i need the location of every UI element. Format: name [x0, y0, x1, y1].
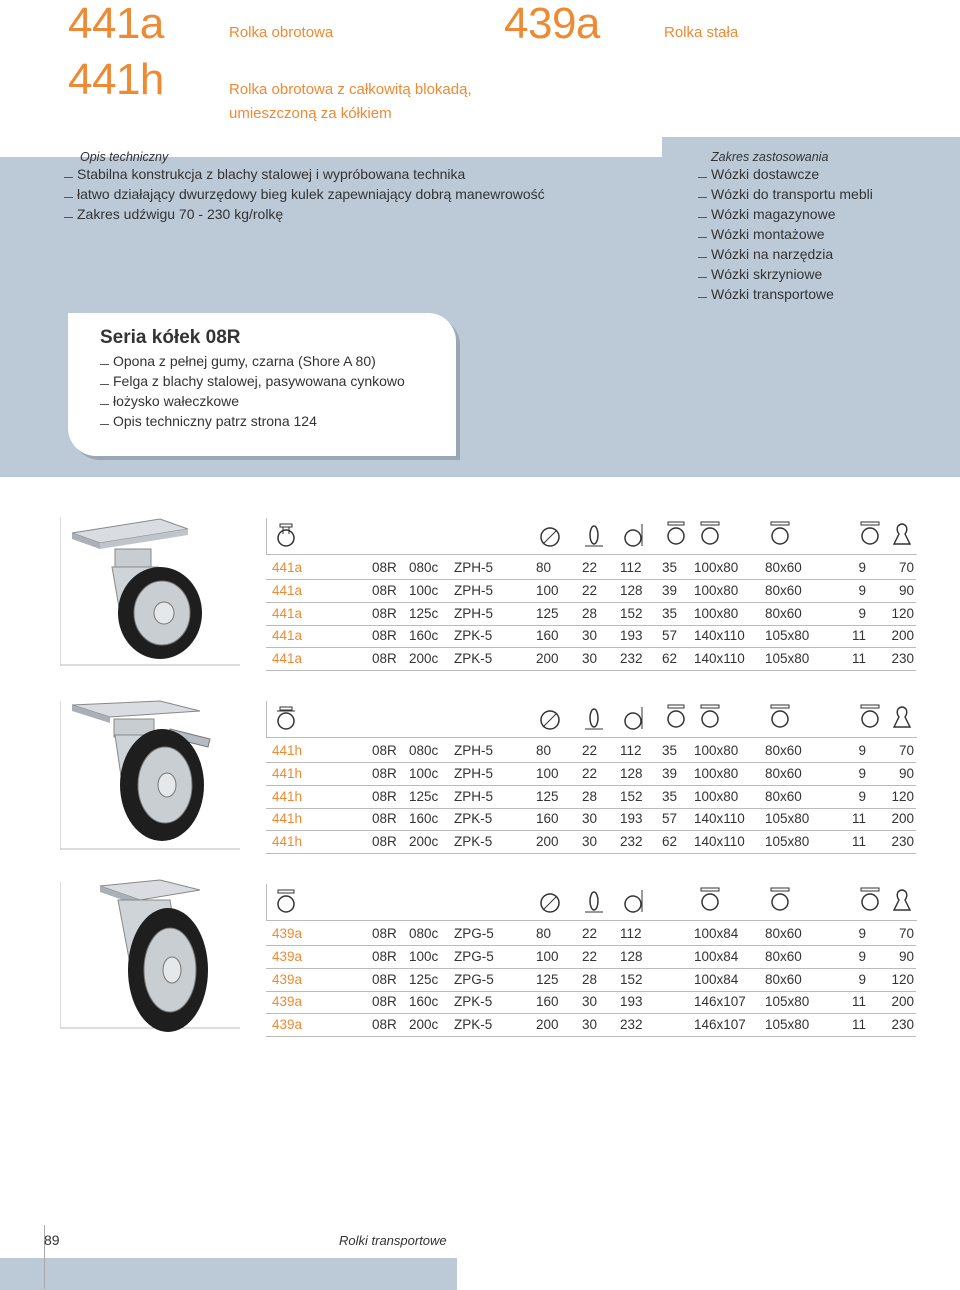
table-cell: ZPK-5 [454, 994, 493, 1010]
table-cell: 11 [851, 834, 866, 850]
table-cell: 30 [582, 834, 598, 850]
table-cell: 100c [409, 582, 439, 598]
table-cell: 22 [582, 765, 598, 781]
page-number: 89 [44, 1232, 60, 1248]
table-cell: 22 [582, 582, 598, 598]
table-cell: 200 [891, 811, 914, 827]
table-cell: 100x84 [694, 971, 739, 987]
icon-header-441h [266, 701, 917, 738]
table-cell: 57 [662, 811, 678, 827]
table-cell: ZPH-5 [454, 560, 494, 575]
table-cell: 80x60 [765, 788, 802, 804]
cell-model: 441h [272, 788, 303, 804]
table-cell: ZPH-5 [454, 765, 494, 781]
swivel-caster-icon [275, 522, 297, 548]
plate-size-icon [699, 886, 721, 912]
table-cell: 105x80 [765, 811, 810, 827]
bolt-spacing-icon [769, 886, 791, 912]
table-cell: ZPK-5 [454, 834, 493, 850]
table-cell: 112 [620, 926, 642, 941]
table-row [266, 603, 916, 626]
table-cell: 128 [620, 765, 643, 781]
wheel-diameter-icon [539, 524, 561, 550]
table-cell: 28 [582, 971, 598, 987]
model-441a-desc: Rolka obrotowa [229, 24, 334, 41]
wheel-diameter-icon [539, 890, 561, 916]
table-cell: 35 [662, 743, 678, 758]
table-cell: 200 [536, 834, 559, 850]
bolt-hole-icon [859, 520, 881, 546]
cell-model: 439a [272, 994, 303, 1010]
table-cell: 080c [409, 926, 439, 941]
table-cell: 200 [536, 651, 559, 667]
table-cell: 80x60 [765, 765, 802, 781]
table-cell: 08R [372, 651, 397, 667]
table-cell: ZPK-5 [454, 651, 493, 667]
table-cell: 200c [409, 651, 439, 667]
wheel-diameter-icon [539, 707, 561, 733]
table-cell: 100x84 [694, 948, 739, 964]
table-row [266, 740, 916, 763]
table-cell: 160c [409, 994, 439, 1010]
table-row [266, 946, 916, 969]
bolt-hole-icon [859, 703, 881, 729]
cell-model: 441h [272, 743, 303, 758]
applications [698, 150, 948, 304]
table-cell: 9 [858, 948, 866, 964]
series-item: Opis techniczny patrz strona 124 [100, 411, 405, 431]
table-cell: 105x80 [765, 994, 810, 1010]
table-cell: 100 [536, 582, 559, 598]
table-row [266, 648, 916, 671]
table-cell: 90 [898, 765, 914, 781]
table-cell: 9 [858, 971, 866, 987]
cell-model: 439a [272, 1017, 303, 1033]
table-cell: ZPG-5 [454, 948, 494, 964]
table-cell: 62 [662, 834, 678, 850]
table-cell: 08R [372, 765, 397, 781]
model-441a-title: 441a [68, 0, 164, 48]
table-cell: 30 [582, 651, 598, 667]
table-cell: 80x60 [765, 971, 802, 987]
model-441h-title: 441h [68, 55, 164, 104]
table-cell: 160 [536, 994, 559, 1010]
table-cell: 105x80 [765, 628, 810, 644]
table-cell: 125c [409, 971, 439, 987]
table-cell: 9 [858, 560, 866, 575]
table-cell: 100x80 [694, 560, 739, 575]
model-441h-desc-1: Rolka obrotowa z całkowitą blokadą, [229, 81, 472, 98]
series-item: Opona z pełnej gumy, czarna (Shore A 80) [100, 351, 405, 371]
table-cell: 08R [372, 926, 397, 941]
table-cell: 35 [662, 605, 678, 621]
table-cell: 70 [898, 560, 914, 575]
table-cell: 08R [372, 994, 397, 1010]
table-cell: 70 [898, 743, 914, 758]
table-cell: 80x60 [765, 605, 802, 621]
table-cell: 9 [858, 926, 866, 941]
fixed-caster-icon [275, 888, 297, 914]
table-cell: 30 [582, 628, 598, 644]
table-cell: 160 [536, 811, 559, 827]
model-441h-desc-2: umieszczoną za kółkiem [229, 105, 392, 122]
table-cell: 160 [536, 628, 559, 644]
application-item: Wózki transportowe [698, 284, 948, 304]
table-cell: 39 [662, 582, 678, 598]
table-cell: 70 [898, 926, 914, 941]
table-cell: ZPH-5 [454, 743, 494, 758]
offset-icon [665, 520, 687, 546]
table-cell: 140x110 [694, 811, 745, 827]
table-cell: 35 [662, 560, 678, 575]
table-row [266, 831, 916, 854]
table-cell: 08R [372, 834, 397, 850]
series-item: łożysko wałeczkowe [100, 391, 405, 411]
table-cell: 193 [620, 628, 643, 644]
overall-height-icon [623, 705, 645, 731]
table-cell: 100x80 [694, 743, 739, 758]
table-cell: 100 [536, 948, 559, 964]
table-cell: 125 [536, 971, 559, 987]
cell-model: 441a [272, 582, 303, 598]
tech-item: Stabilna konstrukcja z blachy stalowej i wypróbowana technika [64, 164, 654, 184]
table-cell: 100x80 [694, 582, 739, 598]
application-item: Wózki na narzędzia [698, 244, 948, 264]
table-cell: 232 [620, 651, 643, 667]
table-cell: 9 [858, 582, 866, 598]
table-cell: 9 [858, 765, 866, 781]
table-row [266, 923, 916, 946]
cell-model: 439a [272, 926, 303, 941]
table-cell: ZPK-5 [454, 628, 493, 644]
table-cell: 120 [891, 605, 914, 621]
table-cell: 22 [582, 926, 598, 941]
table-cell: 11 [851, 811, 866, 827]
table-cell: 128 [620, 948, 643, 964]
table-cell: 100x80 [694, 765, 739, 781]
table-cell: ZPK-5 [454, 811, 493, 827]
table-cell: 125 [536, 605, 559, 621]
table-cell: 160c [409, 628, 439, 644]
table-cell: 152 [620, 971, 643, 987]
application-item: Wózki montażowe [698, 224, 948, 244]
table-cell: 30 [582, 994, 598, 1010]
table-cell: 230 [891, 1017, 914, 1033]
table-cell: 140x110 [694, 834, 745, 850]
plate-size-icon [699, 703, 721, 729]
table-cell: 120 [891, 788, 914, 804]
cell-model: 441a [272, 605, 303, 621]
table-cell: 152 [620, 788, 643, 804]
caster-439a-image [60, 878, 245, 1038]
total-lock-caster-icon [275, 705, 297, 731]
table-row [266, 763, 916, 786]
table-cell: 08R [372, 788, 397, 804]
caster-441h-image [60, 699, 245, 854]
table-cell: 125 [536, 788, 559, 804]
cell-model: 441h [272, 765, 303, 781]
table-cell: 08R [372, 1017, 397, 1033]
table-cell: 105x80 [765, 651, 810, 667]
table-cell: 100x84 [694, 926, 739, 941]
table-cell: 80 [536, 926, 552, 941]
table-cell: 11 [851, 628, 866, 644]
table-cell: 39 [662, 765, 678, 781]
table-cell: 200 [891, 994, 914, 1010]
table-cell: 22 [582, 560, 598, 575]
caster-441a-image [60, 515, 245, 670]
table-cell: 100c [409, 948, 439, 964]
table-cell: 9 [858, 788, 866, 804]
table-cell: 08R [372, 948, 397, 964]
table-cell: 152 [620, 605, 643, 621]
table-cell: ZPH-5 [454, 582, 494, 598]
table-cell: 08R [372, 628, 397, 644]
table-cell: ZPH-5 [454, 788, 494, 804]
cell-model: 441a [272, 628, 303, 644]
table-cell: 80x60 [765, 926, 802, 941]
model-439a-title: 439a [504, 0, 600, 48]
table-cell: 11 [851, 651, 866, 667]
table-cell: 232 [620, 1017, 643, 1033]
tech-item: Zakres udźwigu 70 - 230 kg/rolkę [64, 204, 654, 224]
table-cell: 30 [582, 811, 598, 827]
table-row [266, 1014, 916, 1037]
load-capacity-icon [891, 522, 913, 548]
footer-bar [0, 1258, 457, 1290]
table-cell: 08R [372, 605, 397, 621]
table-cell: 105x80 [765, 834, 810, 850]
table-row [266, 625, 916, 648]
table-cell: 08R [372, 971, 397, 987]
table-row [266, 991, 916, 1014]
table-cell: 9 [858, 605, 866, 621]
table-cell: 232 [620, 834, 643, 850]
table-cell: ZPH-5 [454, 605, 494, 621]
table-cell: 30 [582, 1017, 598, 1033]
table-cell: 160c [409, 811, 439, 827]
application-item: Wózki do transportu mebli [698, 184, 948, 204]
footer-title: Rolki transportowe [339, 1233, 447, 1248]
table-row [266, 808, 916, 831]
table-cell: 193 [620, 994, 643, 1010]
table-cell: 9 [858, 743, 866, 758]
wheel-width-icon [583, 888, 605, 914]
table-cell: 90 [898, 948, 914, 964]
table-cell: 230 [891, 651, 914, 667]
table-cell: 08R [372, 811, 397, 827]
table-cell: ZPK-5 [454, 1017, 493, 1033]
table-cell: 62 [662, 651, 678, 667]
table-cell: 200c [409, 1017, 439, 1033]
icon-header-441a [266, 518, 917, 555]
tech-description [64, 150, 654, 224]
table-cell: ZPG-5 [454, 971, 494, 987]
overall-height-icon [623, 522, 645, 548]
table-cell: 11 [851, 994, 866, 1010]
table-cell: 22 [582, 948, 598, 964]
table-cell: 120 [891, 971, 914, 987]
load-capacity-icon [891, 888, 913, 914]
table-cell: 100 [536, 765, 559, 781]
bolt-spacing-icon [769, 520, 791, 546]
table-cell: 100x80 [694, 605, 739, 621]
table-cell: 193 [620, 811, 643, 827]
table-cell: 146x107 [694, 1017, 746, 1033]
table-cell: 28 [582, 605, 598, 621]
cell-model: 441h [272, 811, 303, 827]
table-cell: ZPG-5 [454, 926, 494, 941]
table-cell: 22 [582, 743, 598, 758]
tech-title: Opis techniczny [80, 150, 169, 164]
table-cell: 28 [582, 788, 598, 804]
table-cell: 140x110 [694, 628, 745, 644]
application-item: Wózki magazynowe [698, 204, 948, 224]
table-cell: 80x60 [765, 560, 802, 575]
table-cell: 105x80 [765, 1017, 810, 1033]
bolt-spacing-icon [769, 703, 791, 729]
table-cell: 128 [620, 582, 643, 598]
table-cell: 146x107 [694, 994, 746, 1010]
table-cell: 08R [372, 743, 397, 758]
tech-item: łatwo działający dwurzędowy bieg kulek zapewniający dobrą manewrowość [64, 184, 654, 204]
table-cell: 80 [536, 560, 552, 575]
table-cell: 80 [536, 743, 552, 758]
table-row [266, 786, 916, 809]
table-cell: 080c [409, 743, 439, 758]
wheel-width-icon [583, 522, 605, 548]
overall-height-icon [623, 888, 645, 914]
table-cell: 35 [662, 788, 678, 804]
table-cell: 80x60 [765, 948, 802, 964]
series-item: Felga z blachy stalowej, pasywowana cynkowo [100, 371, 405, 391]
table-cell: 08R [372, 582, 397, 598]
series-title: Seria kółek 08R [100, 327, 241, 348]
application-item: Wózki dostawcze [698, 164, 948, 184]
table-cell: 080c [409, 560, 439, 575]
table-cell: 90 [898, 582, 914, 598]
table-cell: 80x60 [765, 582, 802, 598]
table-cell: 11 [851, 1017, 866, 1033]
icon-header-439a [266, 884, 917, 921]
series-box [68, 313, 456, 456]
table-cell: 112 [620, 560, 642, 575]
cell-model: 439a [272, 948, 303, 964]
table-cell: 230 [891, 834, 914, 850]
table-row [266, 557, 916, 580]
table-cell: 140x110 [694, 651, 745, 667]
table-cell: 08R [372, 560, 397, 575]
table-cell: 125c [409, 788, 439, 804]
table-cell: 200c [409, 834, 439, 850]
table-cell: 100x80 [694, 788, 739, 804]
table-row [266, 969, 916, 992]
table-row [266, 580, 916, 603]
offset-icon [665, 703, 687, 729]
load-capacity-icon [891, 705, 913, 731]
cell-model: 439a [272, 971, 303, 987]
table-cell: 100c [409, 765, 439, 781]
table-cell: 112 [620, 743, 642, 758]
table-cell: 80x60 [765, 743, 802, 758]
table-cell: 200 [891, 628, 914, 644]
applications-title: Zakres zastosowania [711, 150, 829, 164]
table-cell: 125c [409, 605, 439, 621]
plate-size-icon [699, 520, 721, 546]
bolt-hole-icon [859, 886, 881, 912]
cell-model: 441h [272, 834, 303, 850]
wheel-width-icon [583, 705, 605, 731]
table-cell: 200 [536, 1017, 559, 1033]
model-439a-desc: Rolka stała [664, 24, 739, 41]
cell-model: 441a [272, 651, 303, 667]
application-item: Wózki skrzyniowe [698, 264, 948, 284]
cell-model: 441a [272, 560, 303, 575]
table-cell: 57 [662, 628, 678, 644]
